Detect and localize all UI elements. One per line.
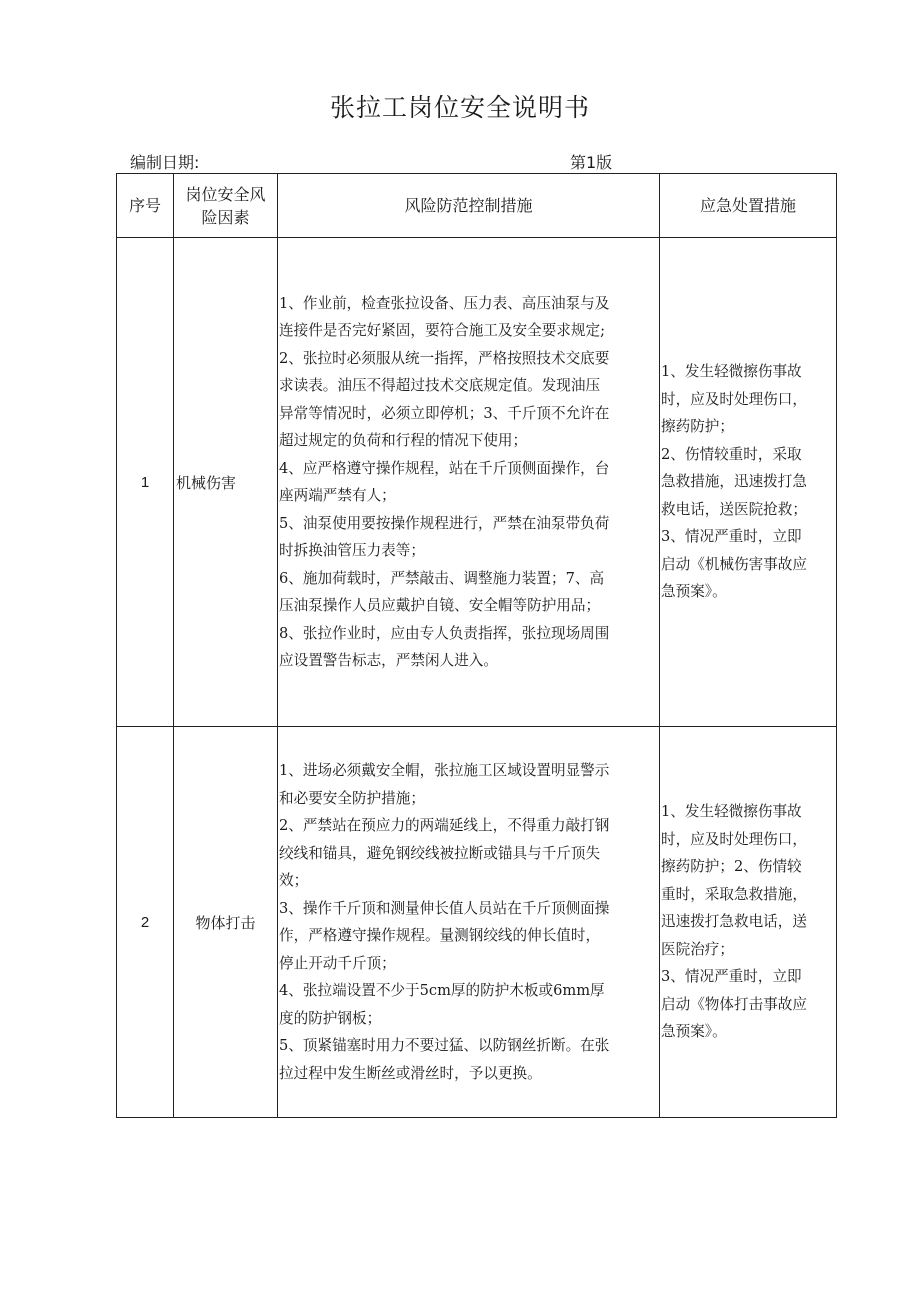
text-line: 2、伤情较重时，采取 bbox=[661, 445, 802, 463]
text-line: 2、张拉时必须服从统一指挥，严格按照技术交底要 bbox=[279, 349, 610, 367]
text-line: 4、应严格遵守操作规程，站在千斤顶侧面操作，台 bbox=[279, 459, 610, 477]
text-line: 3、操作千斤顶和测量伸长值人员站在千斤顶侧面操 bbox=[279, 899, 610, 917]
row-control-measures bbox=[278, 727, 660, 1118]
text-line: 5、油泵使用要按操作规程进行，严禁在油泵带负荷 bbox=[279, 514, 610, 532]
text-line: 超过规定的负荷和行程的情况下使用； bbox=[279, 432, 528, 449]
text-line: 应设置警告标志，严禁闲人进入。 bbox=[279, 652, 498, 669]
text-line: 时，应及时处理伤口， bbox=[661, 390, 807, 408]
text-line: 时拆换油管压力表等； bbox=[279, 542, 425, 559]
text-line: 迅速拨打急救电话，送 bbox=[661, 913, 807, 931]
text-line: 启动《机械伤害事故应 bbox=[661, 555, 807, 573]
text-line: 医院治疗； bbox=[661, 940, 734, 958]
text-line: 拉过程中发生断丝或滑丝时，予以更换。 bbox=[279, 1064, 542, 1082]
text-line: 急预案》。 bbox=[661, 1023, 727, 1041]
text-line: 6、施加荷载时，严禁敲击、调整施力装置；7、高 bbox=[279, 569, 605, 587]
row-emergency-measures bbox=[660, 727, 837, 1118]
text-line: 3、情况严重时，立即 bbox=[661, 528, 802, 546]
text-line: 急救措施，迅速拨打急 bbox=[661, 473, 807, 491]
text-line: 3、情况严重时，立即 bbox=[661, 968, 802, 986]
header-number: 序号 bbox=[117, 174, 174, 238]
row-risk-factor: 物体打击 bbox=[174, 727, 278, 1118]
row-emergency-measures bbox=[660, 238, 837, 727]
table-row bbox=[117, 727, 837, 1118]
text-line: 1、作业前，检查张拉设备、压力表、高压油泵与及 bbox=[279, 294, 610, 312]
row-number: 2 bbox=[117, 727, 174, 1118]
text-line: 1、发生轻微擦伤事故 bbox=[661, 363, 802, 381]
text-line: 连接件是否完好紧固，要符合施工及安全要求规定; bbox=[279, 322, 605, 339]
text-line: 效； bbox=[279, 872, 309, 889]
text-line: 1、进场必须戴安全帽，张拉施工区域设置明显警示 bbox=[279, 762, 610, 779]
text-line: 5、顶紧锚塞时用力不要过猛、以防钢丝折断。在张 bbox=[279, 1037, 610, 1054]
text-line: 座两端严禁有人； bbox=[279, 487, 396, 504]
header-control-measures: 风险防范控制措施 bbox=[278, 174, 660, 238]
row-number: 1 bbox=[117, 238, 174, 727]
text-line: 求读表。油压不得超过技术交底规定值。发现油压 bbox=[279, 377, 601, 394]
header-risk-factor bbox=[174, 174, 278, 238]
text-line: 和必要安全防护措施； bbox=[279, 789, 425, 807]
text-line: 8、张拉作业时，应由专人负责指挥，张拉现场周围 bbox=[279, 624, 610, 642]
text-line: 作，严格遵守操作规程。量测钢绞线的伸长值时， bbox=[279, 927, 601, 944]
text-line: 启动《物体打击事故应 bbox=[661, 995, 807, 1013]
text-line: 擦药防护；2、伤情较 bbox=[661, 858, 802, 876]
text-line: 2、严禁站在预应力的两端延线上，不得重力敲打钢 bbox=[279, 817, 610, 834]
text-line: 度的防护钢板； bbox=[279, 1009, 382, 1027]
document-title: 张拉工岗位安全说明书 bbox=[329, 93, 590, 122]
text-line: 绞线和锚具，避免钢绞线被拉断或锚具与千斤顶失 bbox=[279, 844, 601, 862]
text-line: 擦药防护； bbox=[661, 418, 734, 436]
table-row bbox=[117, 238, 837, 727]
row-risk-factor: 机械伤害 bbox=[174, 238, 278, 727]
header-risk-factor-text: 岗位安全风险因素 bbox=[185, 184, 266, 227]
text-line: 4、张拉端设置不少于5cm厚的防护木板或6mm厚 bbox=[279, 982, 605, 999]
text-line: 时，应及时处理伤口， bbox=[661, 830, 807, 848]
text-line: 1、发生轻微擦伤事故 bbox=[661, 803, 802, 821]
text-line: 停止开动千斤顶； bbox=[279, 954, 396, 972]
text-line: 压油泵操作人员应戴护自镜、安全帽等防护用品； bbox=[279, 597, 601, 614]
safety-table bbox=[116, 173, 837, 1118]
text-line: 重时，采取急救措施， bbox=[661, 885, 807, 903]
header-emergency-measures: 应急处置措施 bbox=[660, 174, 837, 238]
row-control-measures bbox=[278, 238, 660, 727]
text-line: 急预案》。 bbox=[661, 583, 727, 601]
text-line: 异常等情况时，必须立即停机；3、千斤顶不允许在 bbox=[279, 404, 610, 422]
table-header-row bbox=[117, 174, 837, 238]
text-line: 救电话，送医院抢救； bbox=[661, 500, 807, 518]
version-label: 第1版 bbox=[570, 153, 613, 172]
compile-date-label: 编制日期: bbox=[130, 153, 200, 172]
